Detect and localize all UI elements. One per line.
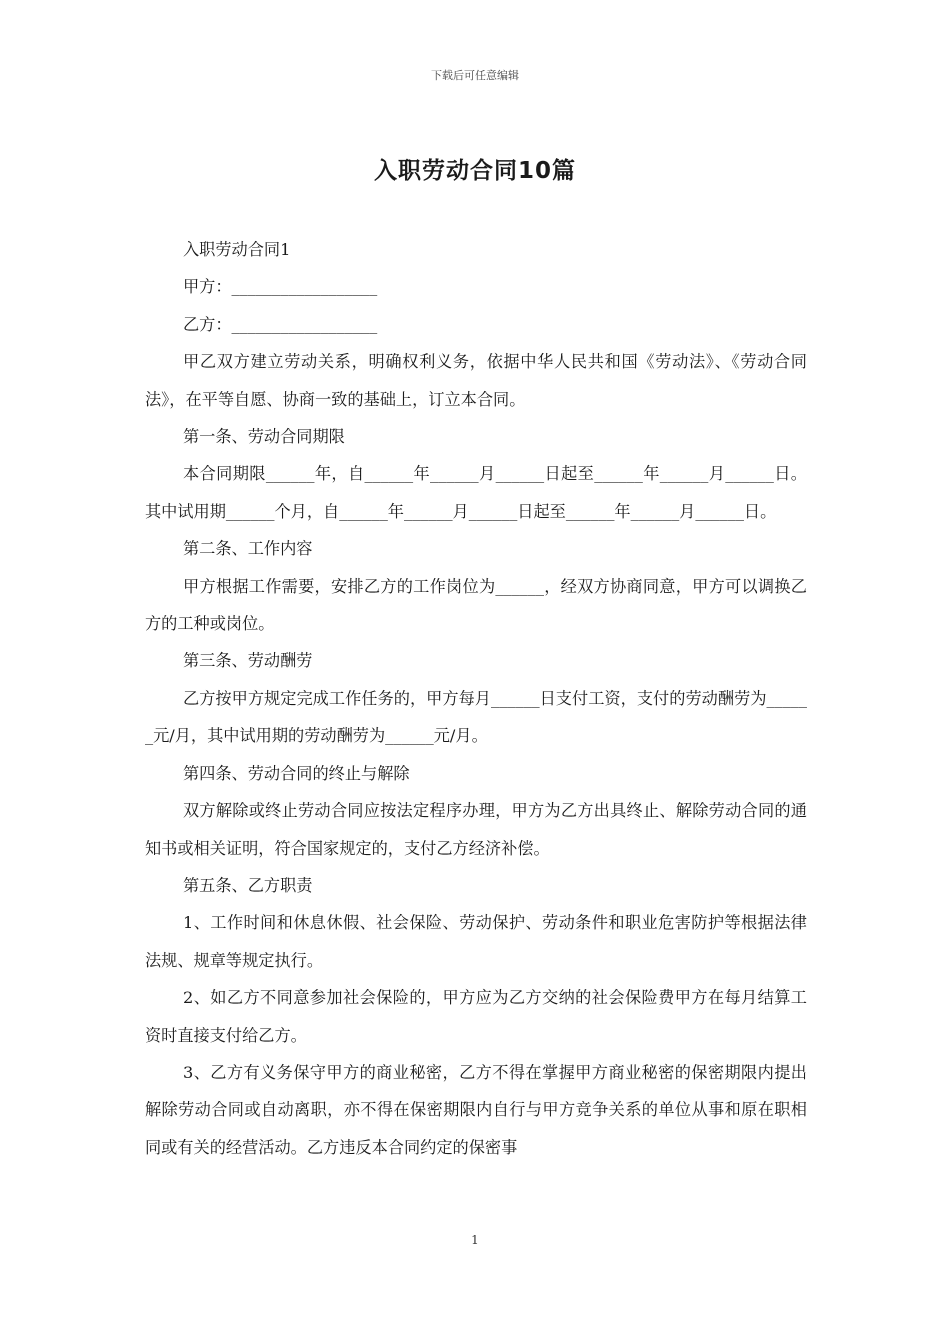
article-2-heading: 第二条、工作内容 <box>183 539 313 559</box>
article-5-item-3: 3、乙方有义务保守甲方的商业秘密，乙方不得在掌握甲方商业秘密的保密期限内提出解除劳动合同或自动离职，亦不得在保密期限内自行与甲方竞争关系的单位从事和原在职相同或有关的经营活动。乙方违反本合同约定的保密事 <box>145 1062 807 1157</box>
document-body <box>145 231 807 1166</box>
article-5-item-2: 2、如乙方不同意参加社会保险的，甲方应为乙方交纳的社会保险费甲方在每月结算工资时直接支付给乙方。 <box>145 988 807 1045</box>
document-title: 入职劳动合同10篇 <box>373 158 576 184</box>
article-4-heading: 第四条、劳动合同的终止与解除 <box>183 763 410 783</box>
article-1-text: 本合同期限______年，自______年______月______日起至______年______月______日。其中试用期______个月，自______年______月______日起至______年______月______日。 <box>145 464 807 521</box>
article-2-text: 甲方根据工作需要，安排乙方的工作岗位为______，经双方协商同意，甲方可以调换乙方的工种或岗位。 <box>145 576 807 634</box>
party-a-line: 甲方：__________________ <box>183 277 378 297</box>
party-b-line: 乙方：__________________ <box>183 314 378 334</box>
article-3-heading: 第三条、劳动酬劳 <box>183 651 313 671</box>
header-note: 下载后可任意编辑 <box>431 69 519 82</box>
article-3-text: 乙方按甲方规定完成工作任务的，甲方每月______日支付工资，支付的劳动酬劳为______元/月，其中试用期的劳动酬劳为______元/月。 <box>145 688 807 746</box>
article-4-text: 双方解除或终止劳动合同应按法定程序办理，甲方为乙方出具终止、解除劳动合同的通知书或相关证明，符合国家规定的，支付乙方经济补偿。 <box>145 801 807 858</box>
contract-heading: 入职劳动合同1 <box>183 240 291 259</box>
article-5-heading: 第五条、乙方职责 <box>183 875 313 895</box>
article-5-item-1: 1、工作时间和休息休假、社会保险、劳动保护、劳动条件和职业危害防护等根据法律法规、规章等规定执行。 <box>145 913 807 970</box>
page-number: 1 <box>471 1233 479 1247</box>
article-1-heading: 第一条、劳动合同期限 <box>183 427 345 447</box>
preamble-paragraph: 甲乙双方建立劳动关系，明确权利义务，依据中华人民共和国《劳动法》、《劳动合同法》，在平等自愿、协商一致的基础上，订立本合同。 <box>145 352 807 409</box>
